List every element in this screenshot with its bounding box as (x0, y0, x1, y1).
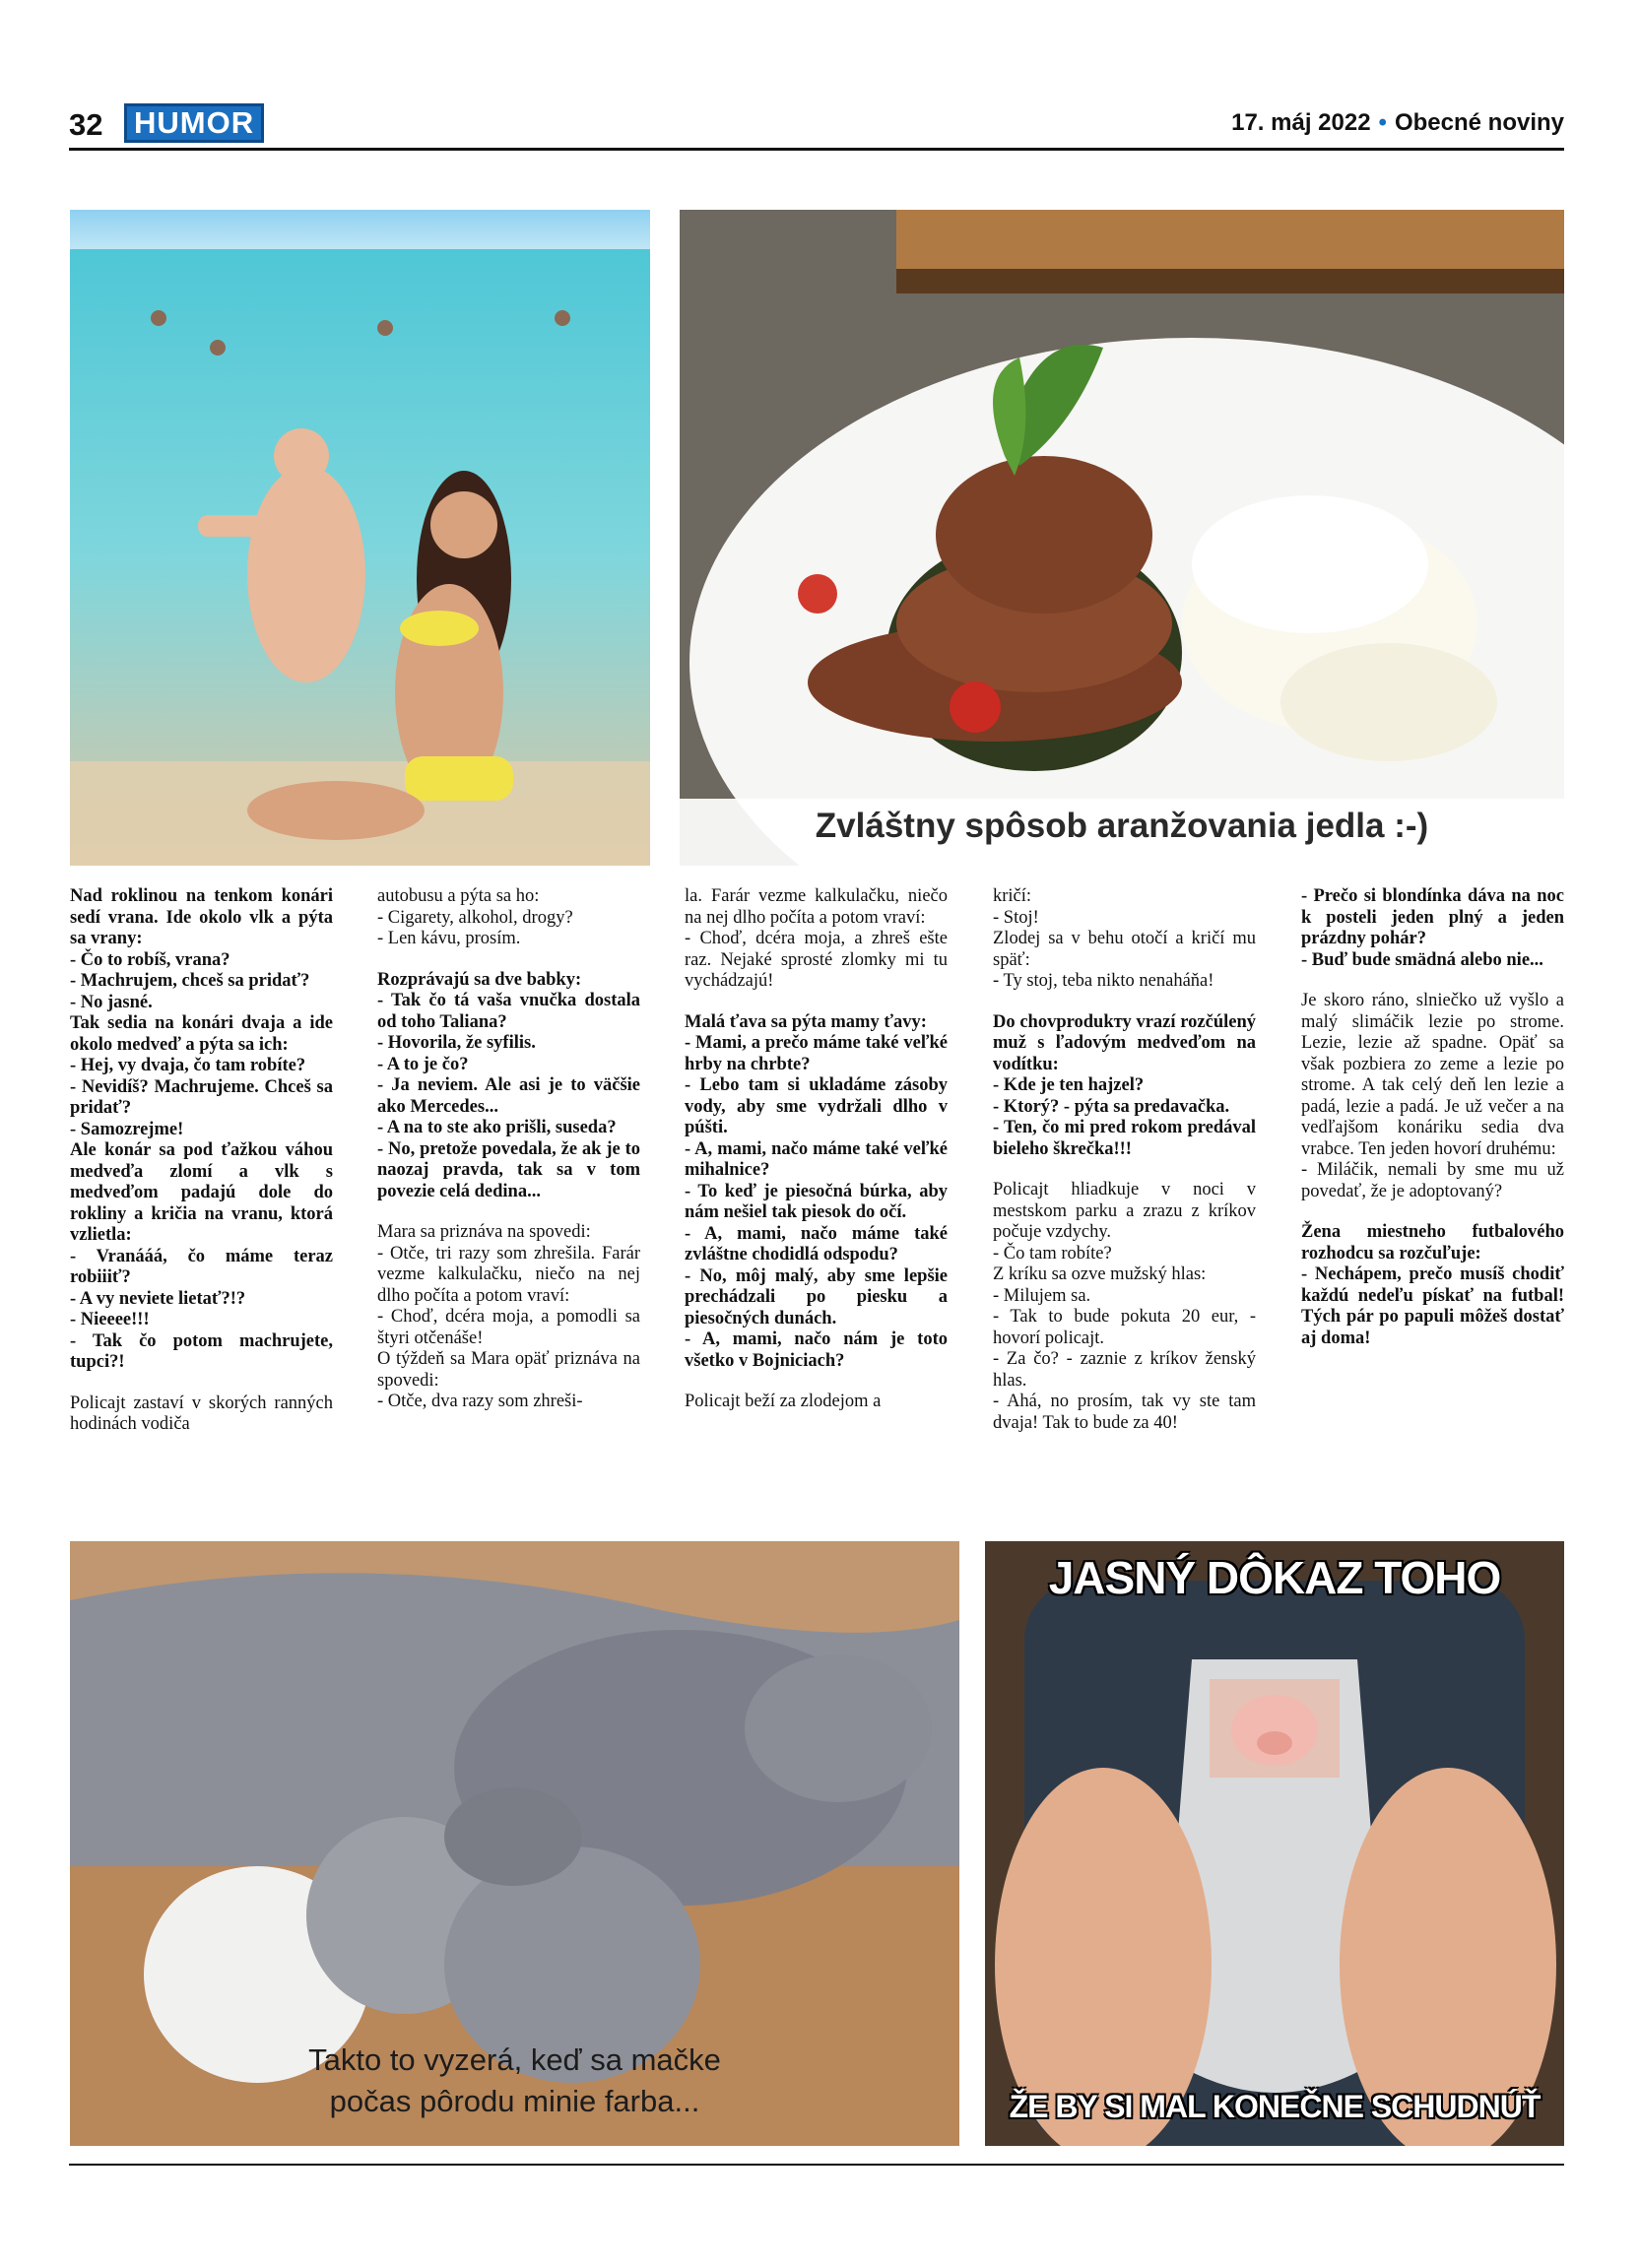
scale-top-text: JASNÝ DÔKAZ TOHO (1048, 1552, 1501, 1603)
joke-line: - A, mami, načo nám je toto všetko v Bojniciach? (685, 1329, 948, 1371)
paragraph-gap (993, 1160, 1256, 1180)
joke-line: - Machrujem, chceš sa pridať? (70, 971, 310, 991)
page-header (69, 103, 1564, 145)
scale-bottom-text: ŽE BY SI MAL KONEČNE SCHUDNÚŤ (1009, 2089, 1541, 2124)
joke-line: - A na to ste ako prišli, suseda? (377, 1118, 617, 1137)
scale-meme (985, 1541, 1564, 2146)
joke-line: - A, mami, načo máme také zvláštne chodidlá odspodu? (685, 1223, 948, 1264)
joke-line: - Vranááá, čo máme teraz robiiiť? (70, 1246, 333, 1287)
paragraph-gap (1301, 971, 1564, 991)
section-label: HUMOR (124, 103, 264, 143)
joke-line: Policajt beží za zlodejom a (685, 1392, 882, 1411)
joke-line: Malá ťava sa pýta mamy ťavy: (685, 1011, 927, 1032)
joke-line: - Buď bude smädná alebo nie... (1301, 949, 1543, 970)
paragraph-gap (377, 950, 640, 970)
joke-line: - Hej, vy dvaja, čo tam robíte? (70, 1056, 306, 1075)
joke-line: - Lebo tam si ukladáme zásoby vody, aby sme vydržali dlho v púšti. (685, 1075, 948, 1137)
joke-line: - Ahá, no prosím, tak vy ste tam dvaja! Tak to bude za 40! (993, 1392, 1256, 1433)
paragraph-gap (70, 1374, 333, 1393)
publication-name: Obecné noviny (1394, 109, 1564, 136)
text-column-5 (1301, 886, 1564, 1349)
food-photo (680, 210, 1564, 866)
joke-line: Z kríku sa ozve mužský hlas: (993, 1264, 1207, 1284)
paragraph-gap (993, 993, 1256, 1012)
joke-line: - A vy neviete lietať?!? (70, 1288, 246, 1309)
joke-line: Do chovprodukту vrazí rozčúlený muž s ľadovým medveďom na vodítku: (993, 1011, 1256, 1074)
text-column-1 (70, 886, 333, 1436)
joke-line: - Milujem sa. (993, 1285, 1091, 1306)
text-column-2 (377, 886, 640, 1413)
joke-line: - Ktorý? - pýta sa predavačka. (993, 1096, 1230, 1117)
joke-line: Je skoro ráno, slniečko už vyšlo a malý slimáčik lezie po strome. Lezie, lezie až spadne. Opäť sa však pozbiera zo zeme a lezie po strome. A tak celý deň len lezie a padá, lezie a padá. Je už večer a na vedľajšom konáriku sedia dva vrabce. Ten jeden hovorí druhému: (1301, 991, 1564, 1159)
joke-line: - Mami, a prečo máme také veľké hrby na chrbte? (685, 1033, 948, 1074)
joke-line: Tak sedia na konári dvaja a ide okolo medveď a pýta sa ich: (70, 1013, 333, 1055)
joke-line: Mara sa priznáva na spovedi: (377, 1222, 591, 1242)
joke-line: Ale konár sa pod ťažkou váhou medveďa zlomí a vlk s medveďom padajú dole do rokliny a kričia na vranu, ktorá vzlietla: (70, 1140, 333, 1245)
joke-line: - Len kávu, prosím. (377, 929, 521, 948)
joke-line: - Tak čo tá vaša vnučka dostala od toho Taliana? (377, 991, 640, 1032)
joke-line: - A, mami, načo máme také veľké mihalnice? (685, 1138, 948, 1180)
beach-photo (70, 210, 650, 866)
joke-line: - Čo to robíš, vrana? (70, 949, 230, 970)
joke-line: - Prečo si blondínka dáva na noc k posteli jeden plný a jeden prázdny pohár? (1301, 886, 1564, 948)
joke-line: Zlodej sa v behu otočí a kričí mu späť: (993, 929, 1256, 970)
joke-line: - Choď, dcéra moja, a pomodli sa štyri otčenáše! (377, 1307, 640, 1348)
paragraph-gap (685, 993, 948, 1012)
joke-line: Nad roklinou na tenkom konári sedí vrana. Ide okolo vlk a pýta sa vrany: (70, 886, 333, 948)
joke-line: - No jasné. (70, 992, 153, 1012)
cats-caption (70, 2040, 959, 2122)
joke-line: O týždeň sa Mara opäť priznáva na spovedi: (377, 1349, 640, 1391)
issue-date: 17. máj 2022 (1231, 109, 1371, 136)
joke-line: - Otče, dva razy som zhreši- (377, 1392, 583, 1411)
joke-line: - Ten, čo mi pred rokom predával bieleho škrečka!!! (993, 1118, 1256, 1159)
joke-line: Žena miestneho futbalového rozhodcu sa rozčuľuje: (1301, 1222, 1564, 1264)
joke-line: kričí: (993, 886, 1032, 906)
page-number: 32 (69, 107, 103, 142)
joke-line: la. Farár vezme kalkulačku, niečo na nej dlho počíta a potom vraví: (685, 886, 948, 928)
cats-caption-line-2: počas pôrodu minie farba... (329, 2084, 700, 2118)
joke-line: - Nechápem, prečo musíš chodiť každú nedeľu pískať na futbal! Tých pár po papuli môžeš dostať aj doma! (1301, 1264, 1564, 1348)
header-rule (69, 148, 1564, 151)
joke-line: - Choď, dcéra moja, a zhreš ešte raz. Nejaké sprosté zlomky mi tu vychádzajú! (685, 929, 948, 991)
joke-line: - No, môj malý, aby sme lepšie prechádzali po piesku a piesočných dunách. (685, 1265, 948, 1328)
joke-line: - Nevidíš? Machrujeme. Chceš sa pridať? (70, 1076, 333, 1118)
joke-line: - Otče, tri razy som zhrešila. Farár vezme kalkulačku, niečo na nej dlho počíta a potom vraví: (377, 1243, 640, 1306)
paragraph-gap (377, 1202, 640, 1222)
joke-line: - Hovorila, že syfilis. (377, 1033, 536, 1053)
joke-line: Policajt hliadkuje v noci v mestskom parku a zrazu z kríkov počuje vzdychy. (993, 1180, 1256, 1242)
joke-line: - Za čo? - zaznie z kríkov ženský hlas. (993, 1349, 1256, 1391)
separator-dot: • (1378, 109, 1387, 136)
paragraph-gap (1301, 1202, 1564, 1222)
joke-line: - To keď je piesočná búrka, aby nám nešiel tak piesok do očí. (685, 1181, 948, 1222)
joke-line: - Miláčik, nemali by sme mu už povedať, že je adoptovaný? (1301, 1160, 1564, 1201)
joke-line: autobusu a pýta sa ho: (377, 886, 540, 906)
joke-line: - Tak to bude pokuta 20 eur, - hovorí policajt. (993, 1307, 1256, 1348)
header-meta (1231, 109, 1564, 137)
paragraph-gap (685, 1372, 948, 1392)
joke-line: - Samozrejme! (70, 1119, 184, 1139)
joke-line: - Tak čo potom machrujete, tupci?! (70, 1330, 333, 1372)
text-column-4 (993, 886, 1256, 1434)
joke-line: - Čo tam robíte? (993, 1243, 1112, 1264)
footer-rule (69, 2164, 1564, 2166)
joke-line: - No, pretože povedala, že ak je to naozaj pravda, tak sa v tom povezie celá dedina... (377, 1138, 640, 1201)
cats-photo (70, 1541, 959, 2146)
joke-line: - Ja neviem. Ale asi je to väčšie ako Mercedes... (377, 1075, 640, 1117)
cats-caption-line-1: Takto to vyzerá, keď sa mačke (308, 2042, 721, 2077)
joke-line: - Nieeee!!! (70, 1310, 150, 1329)
text-column-3 (685, 886, 948, 1413)
joke-line: Policajt zastaví v skorých ranných hodinách vodiča (70, 1393, 333, 1434)
food-caption: Zvláštny spôsob aranžovania jedla :-) (815, 807, 1429, 845)
joke-line: - Stoj! (993, 907, 1039, 928)
joke-line: - Ty stoj, teba nikto nenaháňa! (993, 971, 1214, 991)
joke-line: - Cigarety, alkohol, drogy? (377, 907, 573, 928)
joke-line: Rozprávajú sa dve babky: (377, 969, 582, 990)
joke-line: - A to je čo? (377, 1054, 469, 1074)
joke-line: - Kde je ten hajzel? (993, 1075, 1145, 1095)
